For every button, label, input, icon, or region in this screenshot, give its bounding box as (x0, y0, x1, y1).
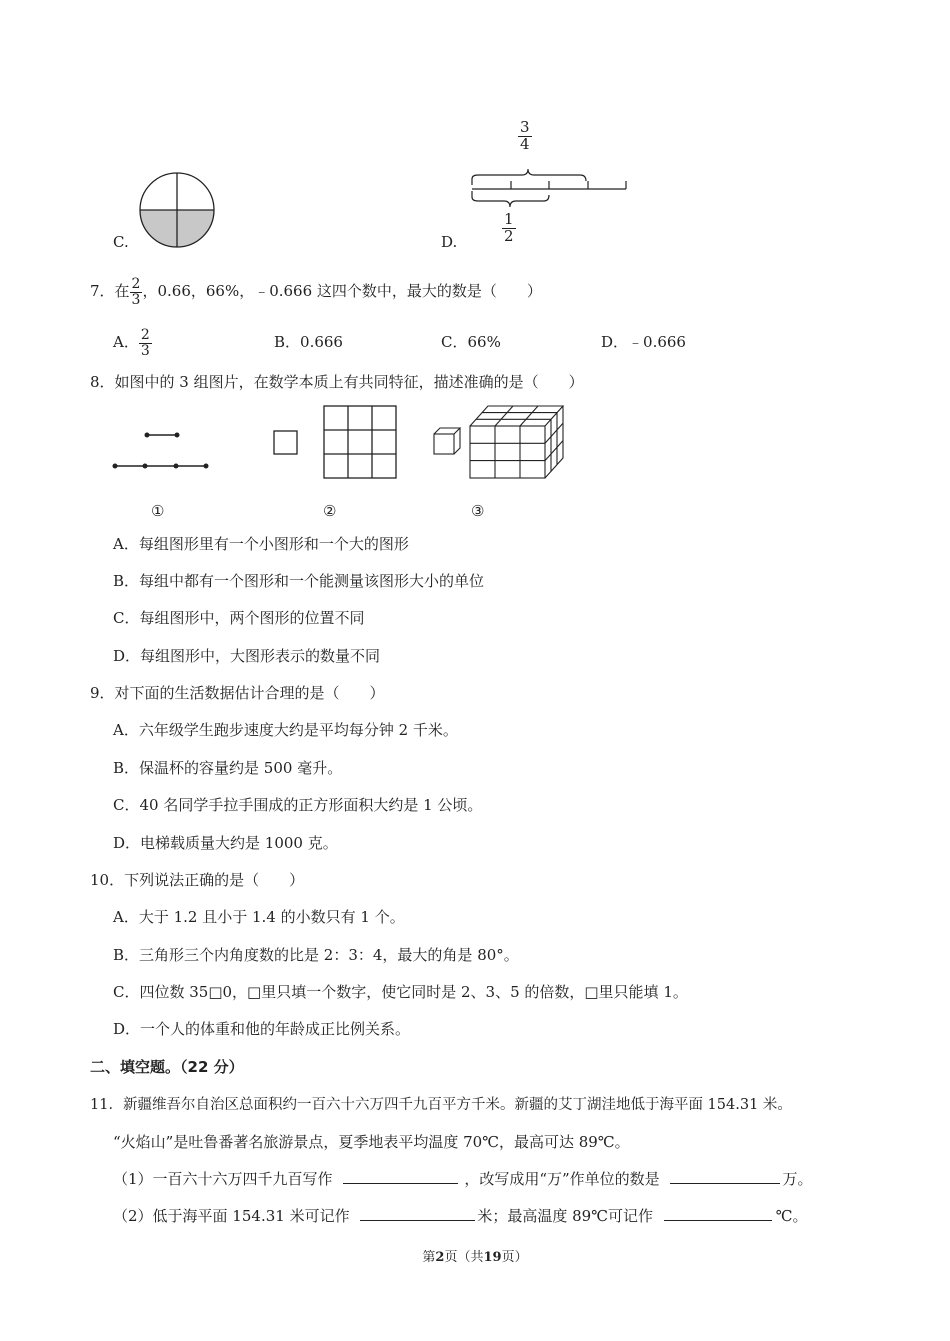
q7-option-b: B．0.666 (274, 333, 343, 351)
unit-cube (434, 428, 460, 454)
q8-figure-2-squares (272, 404, 402, 480)
q6-option-d-label: D. (441, 233, 458, 251)
q7-option-a-fraction (139, 328, 152, 358)
q10-option-c: C．四位数 35□0，□里只填一个数字，使它同时是 2、3、5 的倍数，□里只能填 1。 (113, 983, 688, 1001)
q8-figure-1-line-segments (110, 425, 215, 475)
answer-blank[interactable] (664, 1206, 772, 1221)
q10-option-a: A．大于 1.2 且小于 1.4 的小数只有 1 个。 (113, 908, 405, 926)
current-page-number: 2 (435, 1250, 445, 1265)
footer-text: 第 (422, 1250, 436, 1265)
part-text: 米；最高温度 89℃可记作 (477, 1207, 653, 1225)
fraction-denominator: 4 (520, 134, 530, 153)
q7-stem (90, 277, 542, 307)
q11-stem-line-2: “火焰山”是吐鲁番著名旅游景点，夏季地表平均温度 70℃，最高可达 89℃。 (113, 1133, 630, 1151)
fraction-denominator: 2 (504, 226, 514, 245)
q8-stem: 8．如图中的 3 组图片，在数学本质上有共同特征，描述准确的是（ ） (90, 373, 584, 391)
part-text: （2）低于海平面 154.31 米可记作 (113, 1207, 350, 1225)
q8-figure-label-2: ② (323, 502, 337, 520)
part-text: ℃。 (775, 1207, 808, 1225)
q9-option-a: A．六年级学生跑步速度大约是平均每分钟 2 千米。 (113, 721, 458, 739)
point (204, 464, 209, 469)
answer-blank[interactable] (343, 1169, 458, 1184)
point (113, 464, 118, 469)
fraction-numerator: 3 (520, 118, 530, 136)
q11-stem-line-1: 11．新疆维吾尔自治区总面积约一百六十六万四千九百平方千米。新疆的艾丁湖洼地低于海平面 154.31 米。 (90, 1097, 792, 1113)
q7-option-c: C．66% (441, 333, 501, 351)
answer-blank[interactable] (670, 1169, 780, 1184)
q9-option-b: B．保温杯的容量约是 500 毫升。 (113, 759, 343, 777)
bottom-brace (472, 191, 549, 207)
grid-square (324, 406, 396, 478)
point (174, 464, 179, 469)
q10-option-d: D．一个人的体重和他的年龄成正比例关系。 (113, 1020, 411, 1038)
q7-option-a (113, 328, 152, 358)
question-text: ，0.66，66%，﹣0.666 这四个数中，最大的数是（ ） (142, 282, 542, 301)
q10-stem: 10．下列说法正确的是（ ） (90, 871, 305, 889)
point (143, 464, 148, 469)
q6-option-c-label: C. (113, 233, 129, 251)
section-2-title: 二、填空题。（22 分） (90, 1058, 244, 1076)
part-text: 万。 (782, 1170, 813, 1188)
q8-figure-label-1: ① (151, 502, 165, 520)
q6-d-bottom-fraction (502, 212, 516, 245)
q8-option-a: A．每组图形里有一个小图形和一个大的图形 (113, 535, 409, 553)
q9-option-d: D．电梯载质量大约是 1000 克。 (113, 834, 338, 852)
part-text: ，改写成用“万”作单位的数是 (464, 1170, 660, 1188)
q10-option-b: B．三角形三个内角度数的比是 2：3：4，最大的角是 80°。 (113, 946, 519, 964)
total-page-count: 19 (483, 1250, 502, 1265)
q8-option-c: C．每组图形中，两个图形的位置不同 (113, 609, 365, 627)
fraction-numerator: 1 (504, 210, 514, 228)
q9-option-c: C．40 名同学手拉手围成的正方形面积大约是 1 公顷。 (113, 796, 483, 814)
q8-option-d: D．每组图形中，大图形表示的数量不同 (113, 647, 381, 665)
q11-part-2 (113, 1205, 808, 1226)
footer-text: 页） (501, 1250, 528, 1265)
part-text: （1）一百六十六万四千九百写作 (113, 1170, 333, 1188)
q6-d-top-fraction (518, 120, 532, 153)
q7-option-d: D．﹣0.666 (601, 333, 686, 351)
option-label: A． (113, 333, 139, 352)
fraction-numerator: 2 (140, 327, 150, 343)
q7-fraction (130, 277, 143, 307)
q11-part-1 (113, 1168, 812, 1189)
q8-figure-label-3: ③ (471, 502, 485, 520)
fraction-denominator: 3 (131, 291, 141, 308)
q8-figure-3-cubes (430, 402, 550, 482)
big-cube (470, 406, 563, 478)
q6-option-c-circle-figure (138, 172, 218, 252)
top-brace (472, 169, 586, 185)
q6-option-d-line-figure (468, 155, 633, 210)
footer-text: 页（共 (444, 1250, 484, 1265)
endpoint (145, 433, 150, 438)
answer-blank[interactable] (360, 1206, 475, 1221)
q9-stem: 9．对下面的生活数据估计合理的是（ ） (90, 684, 385, 702)
question-number: 7．在 (90, 282, 130, 301)
q8-option-b: B．每组中都有一个图形和一个能测量该图形大小的单位 (113, 572, 485, 590)
endpoint (175, 433, 180, 438)
fraction-numerator: 2 (131, 276, 141, 292)
unit-square (274, 431, 297, 454)
fraction-denominator: 3 (140, 342, 150, 359)
page-footer (0, 1246, 950, 1265)
